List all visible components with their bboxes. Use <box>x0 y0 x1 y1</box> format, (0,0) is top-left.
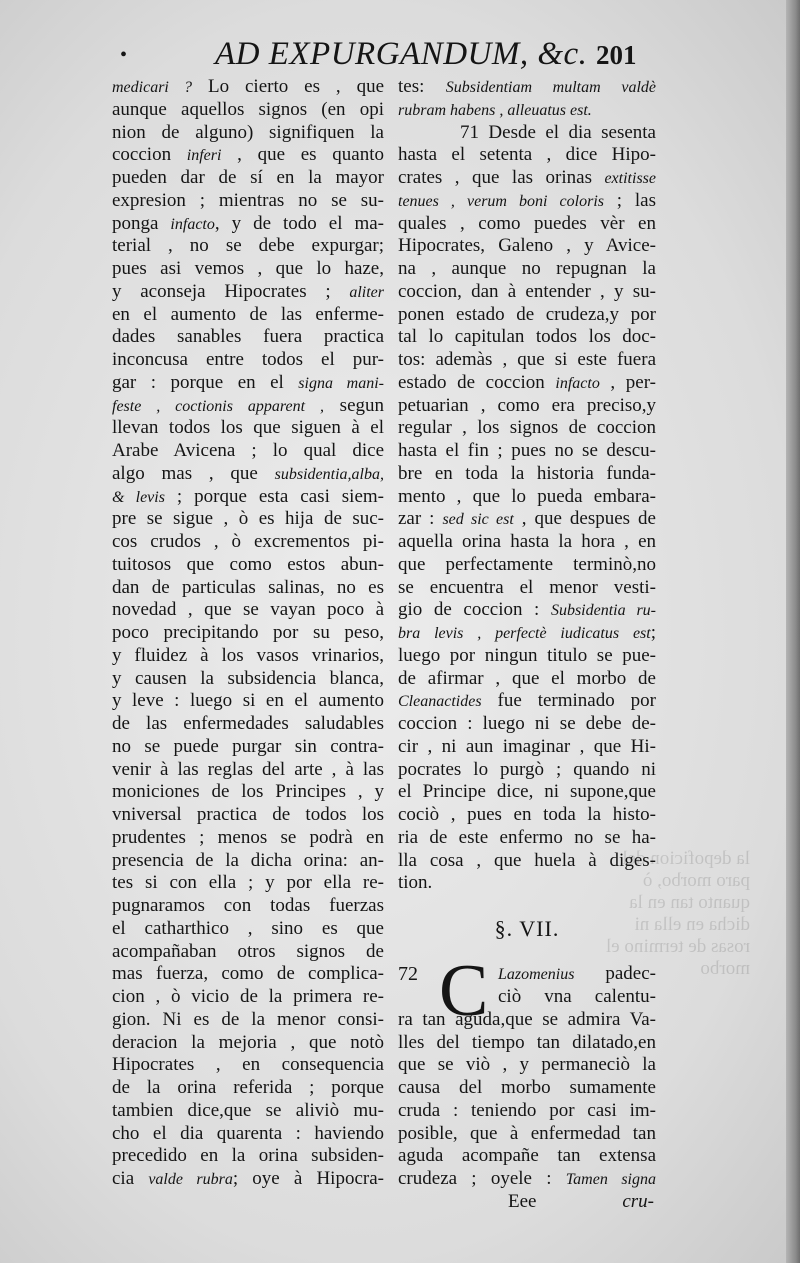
body-text: pugnaramos con todas fuerzas <box>112 895 384 916</box>
text-line <box>398 122 656 145</box>
text-line <box>398 531 656 554</box>
text-line <box>398 235 656 258</box>
body-text: aunque aquellos signos (en opi <box>112 98 384 120</box>
body-text: coccion : luego ni se debe de- <box>398 713 656 734</box>
text-line <box>398 304 656 327</box>
body-text: ; porque esta casi siem- <box>164 485 384 507</box>
text-line <box>112 690 384 713</box>
body-text: ra tan aguda,que se admira Va- <box>398 1008 656 1030</box>
text-line <box>112 213 384 236</box>
text-line <box>398 668 656 691</box>
text-line <box>112 326 384 349</box>
text-line <box>398 872 656 895</box>
text-line <box>112 827 384 850</box>
body-text: expresion ; mientras no se su- <box>112 189 384 211</box>
text-line <box>112 668 384 691</box>
text-line <box>112 190 384 213</box>
body-text: gar : porque en el <box>112 371 299 393</box>
text-line <box>112 440 384 463</box>
body-text: poco precipitando por su peso, <box>112 622 384 643</box>
body-text: ponga <box>112 212 171 234</box>
text-line <box>112 531 384 554</box>
text-line <box>112 736 384 759</box>
text-line <box>112 1054 384 1077</box>
body-text: cruda : teniendo por casi im- <box>398 1099 656 1121</box>
text-line <box>112 463 384 486</box>
text-line <box>112 622 384 645</box>
latin-quote-text: inferi <box>186 147 222 165</box>
latin-quote-text: aliter <box>349 283 384 301</box>
body-text: moniciones de los Principes , y <box>112 781 384 803</box>
right-column <box>398 76 656 1214</box>
body-text: quales , como puedes vèr en <box>398 212 656 234</box>
section-title: §. VII. <box>494 915 560 941</box>
text-line <box>112 713 384 736</box>
text-line <box>112 349 384 372</box>
text-line <box>398 486 656 509</box>
body-text: zar : <box>398 508 443 530</box>
body-text: cociò , pues en toda la histo- <box>398 804 656 825</box>
text-line <box>112 577 384 600</box>
text-line <box>398 190 656 213</box>
text-line <box>498 963 656 986</box>
latin-quote-text: feste , coctionis apparent , <box>112 397 324 415</box>
body-text: nion de alguno) signifiquen la <box>112 121 384 143</box>
text-line <box>398 736 656 759</box>
text-line <box>398 713 656 736</box>
body-text: regular , los signos de coccion <box>398 417 656 439</box>
latin-quote-text: sed sic est <box>442 511 514 529</box>
text-line <box>398 395 656 418</box>
text-line <box>112 941 384 964</box>
body-text: dan de particulas salinas, no es <box>112 576 384 598</box>
text-line <box>112 872 384 895</box>
body-text: lles del tiempo tan dilatado,en <box>398 1031 656 1053</box>
body-text: de la orina referida ; porque <box>112 1077 384 1098</box>
body-text: Arabe Avicena ; lo qual dice <box>112 440 384 461</box>
page-edge-shadow <box>786 0 800 1263</box>
body-text: tambien dice,que se aliviò mu- <box>112 1099 384 1121</box>
latin-quote-text: extitisse <box>604 170 656 187</box>
body-text: estado de coccion <box>398 371 556 393</box>
body-text: novedad , que se vayan poco à <box>112 599 384 621</box>
text-line <box>112 122 384 145</box>
text-line <box>398 76 656 99</box>
body-text: terial , no se debe expurgar; <box>112 235 384 257</box>
body-text: aguda acompañe tan extensa <box>398 1145 656 1167</box>
body-text: hasta el setenta , dice Hipo- <box>398 144 656 166</box>
text-line <box>398 850 656 873</box>
body-text: ; <box>650 622 656 643</box>
text-line <box>398 781 656 804</box>
body-text: y fluidez à los vasos vrinarios, <box>112 644 384 666</box>
body-text: cir , ni aun imaginar , que Hi- <box>398 735 656 757</box>
text-line <box>112 645 384 668</box>
text-line <box>398 326 656 349</box>
body-text: que se viò , y permaneciò la <box>398 1054 656 1076</box>
text-line <box>398 440 656 463</box>
text-line <box>112 918 384 941</box>
text-line <box>398 1123 656 1146</box>
latin-quote-text: Cleanactides <box>398 693 482 711</box>
text-line <box>398 1054 656 1077</box>
body-text: , per- <box>599 371 656 393</box>
text-line <box>112 850 384 873</box>
body-text: en el aumento de las enferme- <box>112 303 384 325</box>
body-text: ponen estado de crudeza,y por <box>398 303 656 325</box>
signature-line <box>398 1191 656 1214</box>
body-text: coccion <box>112 144 187 166</box>
body-text: prudentes ; menos se podrà en <box>112 826 384 848</box>
text-line <box>398 213 656 236</box>
body-text: ria de este enfermo no se ha- <box>398 826 656 848</box>
body-text: , que despues de <box>513 508 656 530</box>
header-mark: • <box>120 44 128 66</box>
text-line <box>398 1145 656 1168</box>
text-line <box>112 554 384 577</box>
body-text: pues asi vemos , que lo haze, <box>112 258 384 279</box>
body-text: na , aunque no repugnan la <box>398 258 656 279</box>
bleed-through-text: la depoficion del paro morbo, ò quanto tan en la dicha en ella ni rosas de termino el morbo <box>605 848 750 979</box>
body-text: gion. Ni es de la menor consi- <box>112 1008 384 1030</box>
text-line <box>112 144 384 167</box>
body-text: presencia de la dicha orina: an- <box>112 849 384 871</box>
text-line <box>398 690 656 713</box>
text-line <box>398 508 656 531</box>
text-line <box>398 577 656 600</box>
text-line <box>398 258 656 281</box>
body-text: deracion la mejoria , que notò <box>112 1031 384 1053</box>
body-text: ; las <box>604 189 657 211</box>
body-text: crudeza ; oyele : <box>398 1168 566 1189</box>
body-text: cion , ò vicio de la primera re- <box>112 986 384 1007</box>
body-text: fue terminado por <box>481 690 656 712</box>
text-line <box>112 258 384 281</box>
text-line <box>498 986 656 1009</box>
body-text: de las enfermedades saludables <box>112 713 384 734</box>
body-text: y leve : luego si en el aumento <box>112 690 384 712</box>
body-text: Hipocrates , en consequencia <box>112 1054 384 1076</box>
section-gap <box>398 895 656 918</box>
latin-quote-text: Subsidentia ru- <box>550 602 656 620</box>
body-text: luego por ningun titulo se pue- <box>398 644 656 666</box>
text-line <box>112 963 384 986</box>
body-text: pre se sigue , ò es hija de suc- <box>112 508 384 530</box>
text-line <box>112 781 384 804</box>
text-line <box>398 622 656 645</box>
text-line <box>112 486 384 509</box>
text-line <box>112 372 384 395</box>
body-text: ; oye à Hipocra- <box>232 1168 384 1189</box>
text-line <box>398 645 656 668</box>
text-line <box>112 804 384 827</box>
body-text: , que es quanto <box>221 144 384 166</box>
text-line <box>112 1123 384 1146</box>
body-text: padec- <box>574 963 656 985</box>
latin-quote-text: valde rubra <box>148 1171 233 1188</box>
text-line <box>398 144 656 167</box>
drop-capital: C <box>439 950 489 1033</box>
text-line <box>398 1168 656 1191</box>
body-text: cos crudos , ò excrementos pi- <box>112 531 384 552</box>
body-text: algo mas , que <box>112 462 275 484</box>
text-line <box>398 372 656 395</box>
body-text: lla cosa , que huela à diges- <box>398 849 656 871</box>
text-line <box>398 417 656 440</box>
text-line <box>398 463 656 486</box>
body-text: segun <box>324 394 385 416</box>
body-text: causa del morbo sumamente <box>398 1077 656 1098</box>
body-text: , y de todo el ma- <box>214 212 384 234</box>
text-line <box>112 304 384 327</box>
body-text: no se puede purgar sin contra- <box>112 735 384 757</box>
running-header <box>110 34 670 78</box>
text-line <box>398 99 656 122</box>
body-text: y aconseja Hipocrates ; <box>112 280 350 302</box>
body-text: Lo cierto es , que <box>192 76 384 97</box>
latin-quote-text: & levis <box>112 488 165 506</box>
body-text: y causen la subsidencia blanca, <box>112 667 384 689</box>
body-text: dades sanables fuera practica <box>112 326 384 348</box>
text-line <box>398 827 656 850</box>
running-title: AD EXPURGANDUM, &c. <box>215 36 588 72</box>
latin-quote-text: subsidentia,alba, <box>274 465 384 483</box>
latin-quote-text: signa mani- <box>298 374 384 392</box>
left-column <box>112 76 384 1191</box>
body-text: mento , que lo pueda embara- <box>398 485 656 507</box>
section-heading <box>398 915 656 941</box>
body-text: posible, que à enfermedad tan <box>398 1122 656 1144</box>
body-text: tion. <box>398 872 433 894</box>
body-text: inconcusa entre todos el pur- <box>112 349 384 370</box>
text-line <box>112 235 384 258</box>
paragraph-number: 72 <box>398 963 418 986</box>
body-text: bre en toda la historia funda- <box>398 462 656 484</box>
body-text: 71 Desde el dia sesenta <box>460 121 656 143</box>
body-text: tes si con ella ; y por ella re- <box>112 872 384 894</box>
text-line <box>112 1009 384 1032</box>
latin-quote-text: Tamen signa <box>565 1171 657 1188</box>
text-line <box>112 395 384 418</box>
text-line <box>112 1145 384 1168</box>
body-text: mas fuerza, como de complica- <box>112 963 384 985</box>
body-text: el catharthico , sino es que <box>112 917 384 939</box>
text-line <box>112 1077 384 1100</box>
text-line <box>398 281 656 304</box>
body-text: aquella orina hasta la hora , en <box>398 531 656 552</box>
latin-quote-text: rubram habens , alleuatus est. <box>398 101 592 119</box>
text-line <box>112 895 384 918</box>
text-line <box>398 167 656 190</box>
text-line <box>398 1032 656 1055</box>
body-text: hasta el fin ; pues no se descu- <box>398 440 656 461</box>
body-text: se encuentra el menor vesti- <box>398 576 656 598</box>
latin-quote-text: bra levis , perfectè iudicatus est <box>398 625 651 642</box>
body-text: tal lo capitulan todos los doc- <box>398 326 656 348</box>
body-text: venir à las reglas del arte , à las <box>112 758 384 780</box>
text-line <box>112 1100 384 1123</box>
catchword: cru- <box>622 1190 654 1212</box>
body-text: cho el dia quarenta : haviendo <box>112 1122 384 1144</box>
body-text: petuarian , como era preciso,y <box>398 394 656 416</box>
text-line <box>398 1009 656 1032</box>
latin-quote-text: medicari ? <box>112 79 193 96</box>
text-line <box>398 804 656 827</box>
body-text: cia <box>112 1168 149 1189</box>
text-line <box>112 99 384 122</box>
body-text: pueden dar de sí en la mayor <box>112 167 384 188</box>
body-text: acompañaban otros signos de <box>112 940 384 962</box>
text-line <box>112 1168 384 1191</box>
text-line <box>112 281 384 304</box>
body-text: gio de coccion : <box>398 599 551 621</box>
latin-quote-text: Lazomenius <box>498 966 575 984</box>
text-line <box>112 599 384 622</box>
body-text: vniversal practica de todos los <box>112 804 384 825</box>
body-text: el Principe dice, ni supone,que <box>398 781 656 803</box>
body-text: ciò vna calentu- <box>498 986 656 1007</box>
body-text: tes: <box>398 76 446 97</box>
paragraph-72-body <box>398 1009 656 1191</box>
text-line <box>112 759 384 782</box>
text-line <box>398 599 656 622</box>
text-line <box>112 167 384 190</box>
latin-quote-text: infacto <box>555 374 600 392</box>
body-text: coccion, dan à entender , y su- <box>398 280 656 302</box>
right-column-top-text <box>398 76 656 895</box>
body-text: llevan todos los que siguen à el <box>112 417 384 439</box>
text-line <box>112 1032 384 1055</box>
body-text: tos: ademàs , que si este fuera <box>398 349 656 370</box>
text-line <box>112 76 384 99</box>
text-line <box>112 986 384 1009</box>
text-line <box>398 349 656 372</box>
body-text: que perfectamente terminò,no <box>398 553 656 575</box>
text-line <box>398 554 656 577</box>
paragraph-72-first-lines <box>498 963 656 1009</box>
text-line <box>398 759 656 782</box>
body-text: Hipocrates, Galeno , y Avice- <box>398 235 656 257</box>
body-text: de afirmar , que el morbo de <box>398 667 656 689</box>
page-number: 201 <box>596 40 637 70</box>
latin-quote-text: tenues , verum boni coloris <box>398 192 604 210</box>
body-text: tuitosos que como estos abun- <box>112 553 384 575</box>
section-gap <box>398 941 656 964</box>
text-line <box>398 1077 656 1100</box>
latin-quote-text: infacto <box>170 215 215 233</box>
text-line <box>112 508 384 531</box>
text-line <box>398 1100 656 1123</box>
body-text: precedido en la orina subsiden- <box>112 1145 384 1167</box>
latin-quote-text: Subsidentiam multam valdè <box>445 79 656 96</box>
body-text: pocrates lo purgò ; quando ni <box>398 758 656 780</box>
body-text: crates , que las orinas <box>398 167 605 188</box>
text-line <box>112 417 384 440</box>
signature-mark: Eee <box>508 1190 537 1212</box>
